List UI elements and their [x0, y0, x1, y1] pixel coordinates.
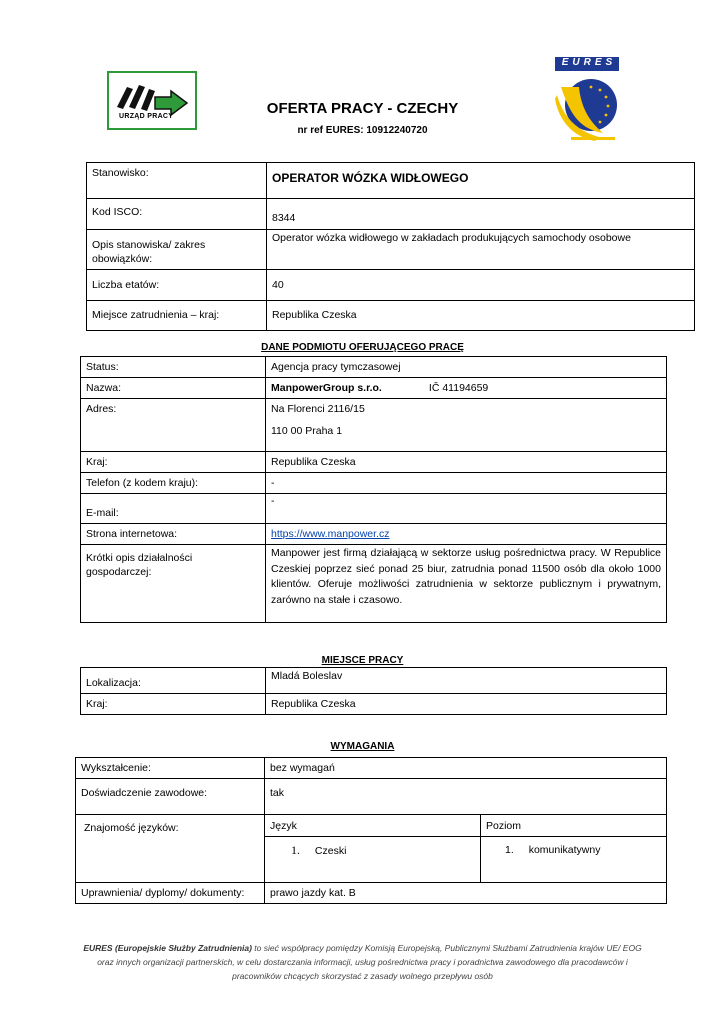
workplace-country-label: Kraj: — [81, 694, 266, 715]
isco-label: Kod ISCO: — [87, 199, 267, 230]
requirements-table — [75, 757, 667, 904]
address-value — [266, 399, 667, 452]
eures-logo-text: EURES — [561, 57, 617, 68]
description-value: Operator wózka widłowego w zakładach produkujących samochody osobowe — [267, 230, 695, 270]
reference-number: nr ref EURES: 10912240720 — [297, 125, 428, 136]
about-value: Manpower jest firmą działającą w sektorze usług pośrednictwa pracy. W Republice Czeskiej poprzez sieć ponad 25 biur, zatrudnia ponad 11500 osób dla około 1000 klientów. Oferuje możliwości zatrudnienia w sektorze publicznym i prywatnym, zarówno na stałe i czasowo. — [266, 545, 667, 623]
job-table — [86, 162, 695, 331]
footer-line-1-rest: to sieć współpracy pomiędzy Komisją Europejską, Publicznymi Służbami Zatrudnienia krajów UE/ EOG — [251, 943, 642, 953]
level-column-header: Poziom — [481, 815, 667, 837]
language-value: Czeski — [314, 845, 347, 857]
status-value: Agencja pracy tymczasowej — [266, 357, 667, 378]
country-label: Kraj: — [81, 452, 266, 473]
permits-label: Uprawnienia/ dyplomy/ dokumenty: — [76, 883, 265, 904]
workplace-table — [80, 667, 667, 715]
location-label: Lokalizacja: — [81, 668, 266, 694]
address-line-1: Na Florenci 2116/15 — [271, 403, 365, 415]
count-label: Liczba etatów: — [87, 270, 267, 301]
language-number: 1. — [291, 843, 300, 857]
location-value: Mladá Boleslav — [266, 668, 667, 694]
employer-section-title: DANE PODMIOTU OFERUJĄCEGO PRACĘ — [261, 342, 464, 353]
company-name: ManpowerGroup s.r.o. — [271, 382, 382, 394]
phone-value: - — [266, 473, 667, 494]
footer-eures-name: EURES (Europejskie Służby Zatrudnienia) — [83, 943, 252, 953]
workplace-section-title: MIEJSCE PRACY — [321, 655, 404, 666]
footer-line-1 — [40, 942, 685, 954]
footer-line-2: oraz innych organizacji partnerskich, w celu dostarczania informacji, usług pośrednictwa pracy i poradnictwa zawodowego dla pracodawców i — [97, 957, 628, 967]
phone-label: Telefon (z kodem kraju): — [81, 473, 266, 494]
footer-line-3: pracowników chcących skorzystać z zasady wolnego przepływu osób — [232, 971, 493, 981]
position-value — [267, 163, 695, 199]
website-link[interactable]: https://www.manpower.cz — [271, 528, 390, 540]
country-value: Republika Czeska — [266, 452, 667, 473]
place-label: Miejsce zatrudnienia – kraj: — [87, 301, 267, 331]
permits-value: prawo jazdy kat. B — [265, 883, 667, 904]
address-label: Adres: — [81, 399, 266, 452]
level-value: komunikatywny — [528, 844, 601, 856]
level-value-cell — [481, 837, 667, 883]
footer-note — [40, 942, 685, 982]
position-value-text: OPERATOR WÓZKA WIDŁOWEGO — [272, 171, 469, 185]
language-value-cell — [265, 837, 481, 883]
company-ic: IČ 41194659 — [428, 382, 489, 394]
email-value: - — [266, 494, 667, 524]
position-label: Stanowisko: — [87, 163, 267, 199]
language-column-header: Język — [265, 815, 481, 837]
about-label: Krótki opis działalności gospodarczej: — [81, 545, 266, 623]
education-label: Wykształcenie: — [76, 758, 265, 779]
languages-label: Znajomość języków: — [76, 815, 265, 883]
level-number: 1. — [505, 844, 514, 856]
experience-value: tak — [265, 779, 667, 815]
status-label: Status: — [81, 357, 266, 378]
experience-label: Doświadczenie zawodowe: — [76, 779, 265, 815]
place-value: Republika Czeska — [267, 301, 695, 331]
page-title: OFERTA PRACY - CZECHY — [266, 100, 459, 117]
education-value: bez wymagań — [265, 758, 667, 779]
isco-value: 8344 — [267, 199, 695, 230]
website-value — [266, 524, 667, 545]
address-line-2: 110 00 Praha 1 — [271, 425, 343, 437]
employer-table — [80, 356, 667, 623]
name-label: Nazwa: — [81, 378, 266, 399]
website-label: Strona internetowa: — [81, 524, 266, 545]
name-value — [266, 378, 667, 399]
urzad-pracy-logo-text: URZĄD PRACY — [119, 113, 174, 120]
email-label: E-mail: — [81, 494, 266, 524]
requirements-section-title: WYMAGANIA — [330, 741, 395, 752]
description-label: Opis stanowiska/ zakres obowiązków: — [87, 230, 267, 270]
workplace-country-value: Republika Czeska — [266, 694, 667, 715]
count-value: 40 — [267, 270, 695, 301]
